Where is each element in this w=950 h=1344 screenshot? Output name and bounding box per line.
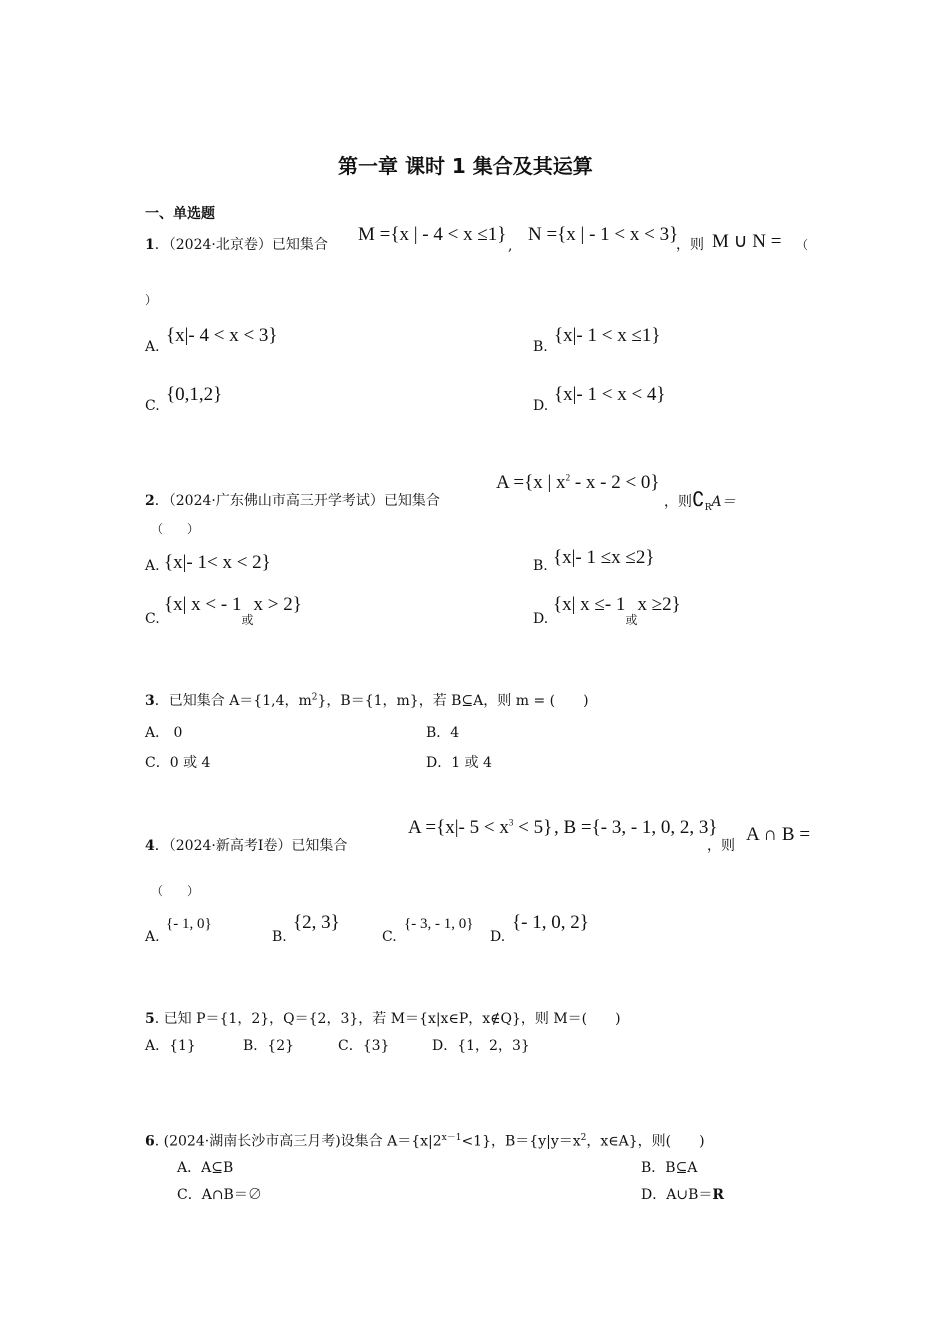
- q2-option-c: {x| x < - $1_或x > 2$}: [164, 594, 302, 627]
- q2-option-b-label: B.: [533, 558, 548, 574]
- q3-option-d: D．1 或 4: [426, 755, 492, 771]
- q1-paren-open: （: [796, 238, 809, 252]
- q1-number: 1: [145, 237, 155, 253]
- q6-option-c: C．A∩B＝∅: [177, 1187, 262, 1203]
- q1-option-b: {x|- 1 < x ≤1}: [554, 325, 661, 346]
- q1-tail: ，则: [676, 237, 704, 253]
- q1-option-c: {0,1,2}: [166, 384, 223, 405]
- q2-paren: （ ）: [151, 522, 200, 536]
- q4-option-a-label: A.: [145, 929, 160, 945]
- q4-option-d: {- 1, 0, 2}: [512, 912, 589, 933]
- q1-option-d: {x|- 1 < x < 4}: [554, 384, 666, 405]
- q1-source: ．（2024·北京卷）已知集合: [154, 237, 328, 253]
- q1-stem: [145, 234, 328, 254]
- q3-stem: 3．已知集合 A＝{1,4，$m^2$}，B＝{1，m}，若 B⊆A，则 m = ( ): [145, 692, 589, 709]
- q4-option-c: {- 3, - 1, 0}: [404, 916, 474, 932]
- complement-symbol: ∁: [692, 489, 705, 511]
- q2-set-a: A ={x | $x^2 - x - 2 < 0$}: [496, 472, 660, 493]
- q5-option-d: D．{1，2，3}: [432, 1038, 530, 1054]
- q4-option-c-label: C.: [382, 929, 397, 945]
- q4-set-a: A ={x|- $5 < x^3 < 5$}: [408, 817, 553, 838]
- q3-option-c: C．0 或 4: [145, 755, 211, 771]
- q1-comma: ,: [508, 238, 513, 254]
- q2-option-d-label: D.: [533, 611, 549, 627]
- q1-option-a-label: A.: [145, 339, 160, 355]
- q5-option-c: C．{3}: [338, 1038, 390, 1054]
- q1-set-m: M ={x | - 4 < x ≤1}: [358, 224, 507, 245]
- q5-stem: 5. 已知 P＝{1，2}，Q＝{2，3}，若 M＝{x|x∈P，x∉Q}，则 M＝( ): [145, 1011, 621, 1027]
- q4-option-b: {2, 3}: [293, 912, 340, 933]
- q4-option-b-label: B.: [272, 929, 287, 945]
- q2-source: ．（2024·广东佛山市高三开学考试）已知集合: [154, 493, 440, 509]
- q5-option-b: B．{2}: [243, 1038, 295, 1054]
- q2-option-a-label: A.: [145, 558, 160, 574]
- q1-paren-close: ）: [145, 293, 158, 307]
- q3-option-b: B．4: [426, 725, 460, 741]
- q4-tail: ，则: [707, 838, 735, 854]
- q6-option-d: D．A∪B＝R: [641, 1187, 724, 1203]
- q3-number: 3: [145, 693, 155, 709]
- q6-number: 6: [145, 1133, 155, 1150]
- q6-option-a: A．A⊆B: [177, 1160, 234, 1176]
- q3-option-a: A． 0: [145, 725, 183, 741]
- q4-stem: [145, 835, 347, 855]
- q1-option-b-label: B.: [533, 339, 548, 355]
- q5-option-a: A．{1}: [145, 1038, 196, 1054]
- q1-set-n: N ={x | - 1 < x < 3}: [528, 224, 679, 245]
- q1-option-c-label: C.: [145, 398, 160, 414]
- page-title: 第一章 课时 1 集合及其运算: [338, 154, 593, 178]
- q4-source: ．（2024·新高考Ⅰ卷）已知集合: [154, 838, 348, 854]
- q5-number: 5: [145, 1011, 155, 1027]
- q6-stem: 6. (2024·湖南长沙市高三月考)设集合 $A=\{x|2^{x-1}<1\}$，$B=\{y|y=x^2$，x∈A}，则( ): [145, 1133, 705, 1150]
- q4-set-b: , B ={- 3, - 1, 0, 2, 3}: [554, 817, 718, 838]
- q4-option-d-label: D.: [490, 929, 506, 945]
- q2-option-b: {x|- 1 ≤x ≤2}: [553, 547, 655, 568]
- q6-option-b: B．B⊆A: [641, 1160, 698, 1176]
- q1-option-d-label: D.: [533, 398, 549, 414]
- q1-expression: M ∪ N =: [712, 231, 782, 252]
- q2-option-d: {x| $x \le- 1_或x \ge 2$}: [553, 594, 681, 627]
- q2-tail: ，则$∁_RA=$: [664, 489, 736, 513]
- section-heading: 一、单选题: [145, 206, 215, 222]
- q2-stem: [145, 490, 440, 510]
- q4-number: 4: [145, 838, 155, 854]
- q2-option-c-label: C.: [145, 611, 160, 627]
- q4-option-a: {- 1, 0}: [166, 916, 212, 932]
- q2-option-a: {x|- 1< x < 2}: [164, 552, 271, 573]
- q4-expression: A ∩ B =: [746, 824, 811, 845]
- q1-option-a: {x|- 4 < x < 3}: [166, 325, 278, 346]
- q2-number: 2: [145, 493, 155, 509]
- q4-paren: （ ）: [151, 884, 200, 898]
